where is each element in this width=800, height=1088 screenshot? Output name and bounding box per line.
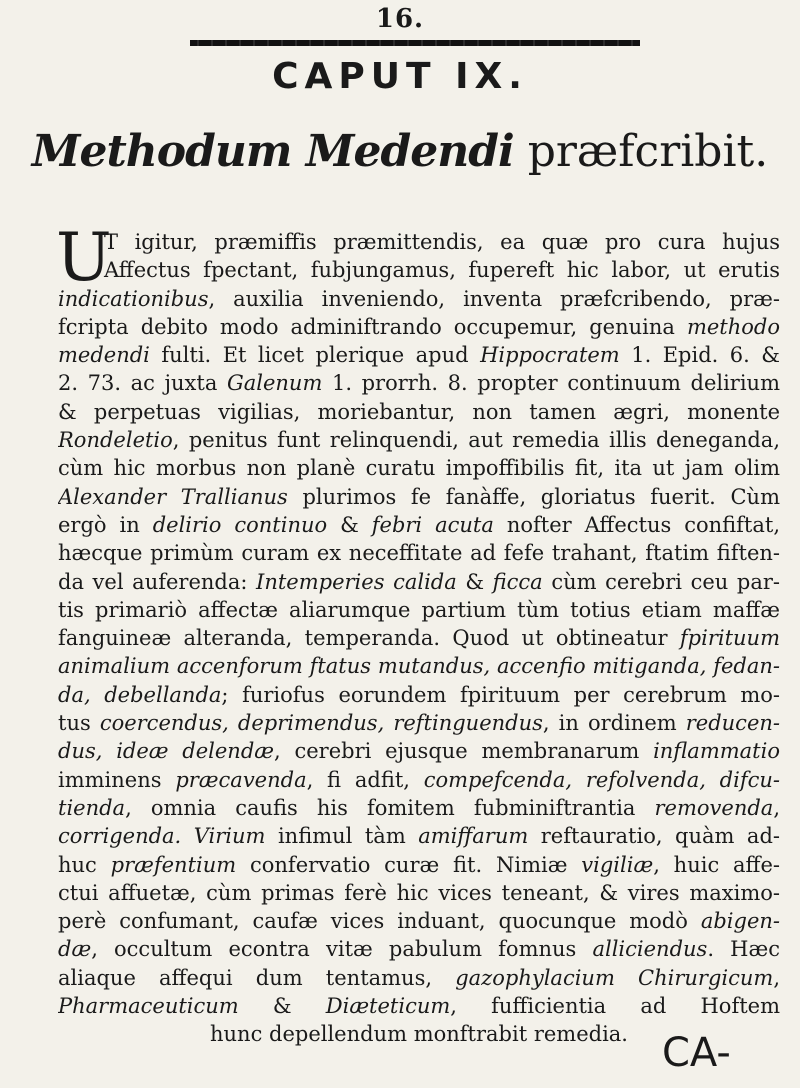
chapter-heading: CAPUT IX. [272,56,528,97]
italic-term: corrigenda. Virium [58,824,266,849]
text-line: tis primariò affectæ aliarumque partium tùm totius etiam maffæ [58,597,780,622]
text-line: perè confumant, caufæ vices induant, quocunque modò abigen- [58,909,780,934]
italic-term: vigiliæ [581,852,654,877]
italic-term: reducen- [685,711,780,736]
text-line: Pharmaceuticum & Diæteticum, fufficientia ad Hoftem [58,994,780,1019]
text-line: hæcque primùm curam ex neceffitate ad fefe trahant, ftatim fiften- [58,541,780,566]
text-line: hunc depellendum monftrabit remedia. [210,1022,628,1047]
chapter-title [0,122,800,182]
text-line: Affectus fpectant, fubjungamus, fupereft hic labor, ut erutis [104,258,780,283]
body-text [56,219,780,1049]
italic-term: da, debellanda [58,682,222,707]
text-line: T igitur, præmiffis præmittendis, ea quæ pro cura hujus [104,230,780,254]
text-line: medendi fulti. Et licet plerique apud Hippocratem 1. Epid. 6. & [58,343,780,368]
italic-term: ficca [492,569,543,594]
italic-term: abigen- [700,909,780,934]
title-italic: Methodum Medendi [31,126,514,177]
text-line [58,652,780,680]
italic-term: medendi [58,343,150,368]
text-line: fcripta debito modo adminiftrando occupemur, genuina methodo [58,314,780,339]
text-line: tus coercendus, deprimendus, reftinguendus, in ordinem reducen- [58,711,780,736]
text-line: corrigenda. Virium infimul tàm amiffarum reftauratio, quàm ad- [58,824,780,849]
italic-term: amiffarum [418,824,529,849]
italic-term: delirio continuo [152,512,328,537]
italic-term: Pharmaceuticum [58,994,239,1019]
text-line: ergò in delirio continuo & febri acuta nofter Affectus confiftat, [58,512,780,537]
text-line: ctui affuetæ, cùm primas ferè hic vices teneant, & vires maximo- [58,880,780,905]
italic-term: gazophylacium Chirurgicum [455,965,774,990]
italic-term: fpirituum [679,626,780,651]
italic-term: præfentium [110,852,237,877]
text-line: imminens præcavenda, fi adfit, compefcenda, refolvenda, difcu- [58,767,780,792]
text-line: 2. 73. ac juxta Galenum 1. prorrh. 8. propter continuum delirium [58,371,780,396]
italic-term: Diæteticum [325,994,451,1019]
text-line: & perpetuas vigilias, moriebantur, non tamen ægri, monente [58,399,780,424]
italic-term: animalium accenforum ftatus mutandus, accenfio mitiganda, fedan- [58,654,780,679]
italic-term: removenda [654,795,774,820]
text-line: cùm hic morbus non planè curatu impoffibilis fit, ita ut jam olim [58,456,780,481]
text-line: dus, ideæ delendæ, cerebri ejusque membranarum inflammatio [58,739,780,764]
text-line: da vel auferenda: Intemperies calida & ficca cùm cerebri ceu par- [58,569,780,594]
text-line: Rondeletio, penitus funt relinquendi, aut remedia illis deneganda, [58,428,780,453]
italic-term: Rondeletio [58,428,173,453]
italic-term: præcavenda [175,767,307,792]
text-line: dæ, occultum econtra vitæ pabulum fomnus alliciendus. Hæc [58,937,780,962]
italic-term: alliciendus [592,937,708,962]
text-line: tienda, omnia caufis his fomitem fubminiftrantia removenda, [58,795,780,820]
text-line: indicationibus, auxilia inveniendo, inventa præfcribendo, præ- [58,286,780,311]
italic-term: Alexander Trallianus [58,484,288,509]
italic-term: dus, ideæ delendæ [58,739,275,764]
italic-term: Hippocratem [480,343,620,368]
text-line: aliaque affequi dum tentamus, gazophylacium Chirurgicum, [58,965,780,990]
text-line: Alexander Trallianus plurimos fe fanàffe, gloriatus fuerit. Cùm [58,484,780,509]
text-line: fanguineæ alteranda, temperanda. Quod ut obtineatur fpirituum [58,626,780,651]
italic-term: tienda [58,795,126,820]
text-line: huc præfentium confervatio curæ fit. Nimiæ vigiliæ, huic affe- [58,852,780,877]
text-line: da, debellanda; furiofus eorundem fpirituum per cerebrum mo- [58,682,780,707]
italic-term: Intemperies calida [256,569,457,594]
italic-term: dæ [58,937,92,962]
ornamental-rule [190,40,640,46]
page-number: 16. [375,4,425,34]
title-rest: præfcribit. [527,126,769,177]
italic-term: coercendus, deprimendus, reftinguendus [99,711,543,736]
italic-term: febri acuta [371,512,494,537]
italic-term: Galenum [226,371,323,396]
italic-term: compefcenda, refolvenda, difcu- [423,767,780,792]
drop-capital: U [56,219,112,296]
catchword: CA- [662,1030,731,1076]
italic-term: indicationibus [58,286,209,311]
italic-term: methodo [686,314,780,339]
italic-term: inflammatio [653,739,780,764]
